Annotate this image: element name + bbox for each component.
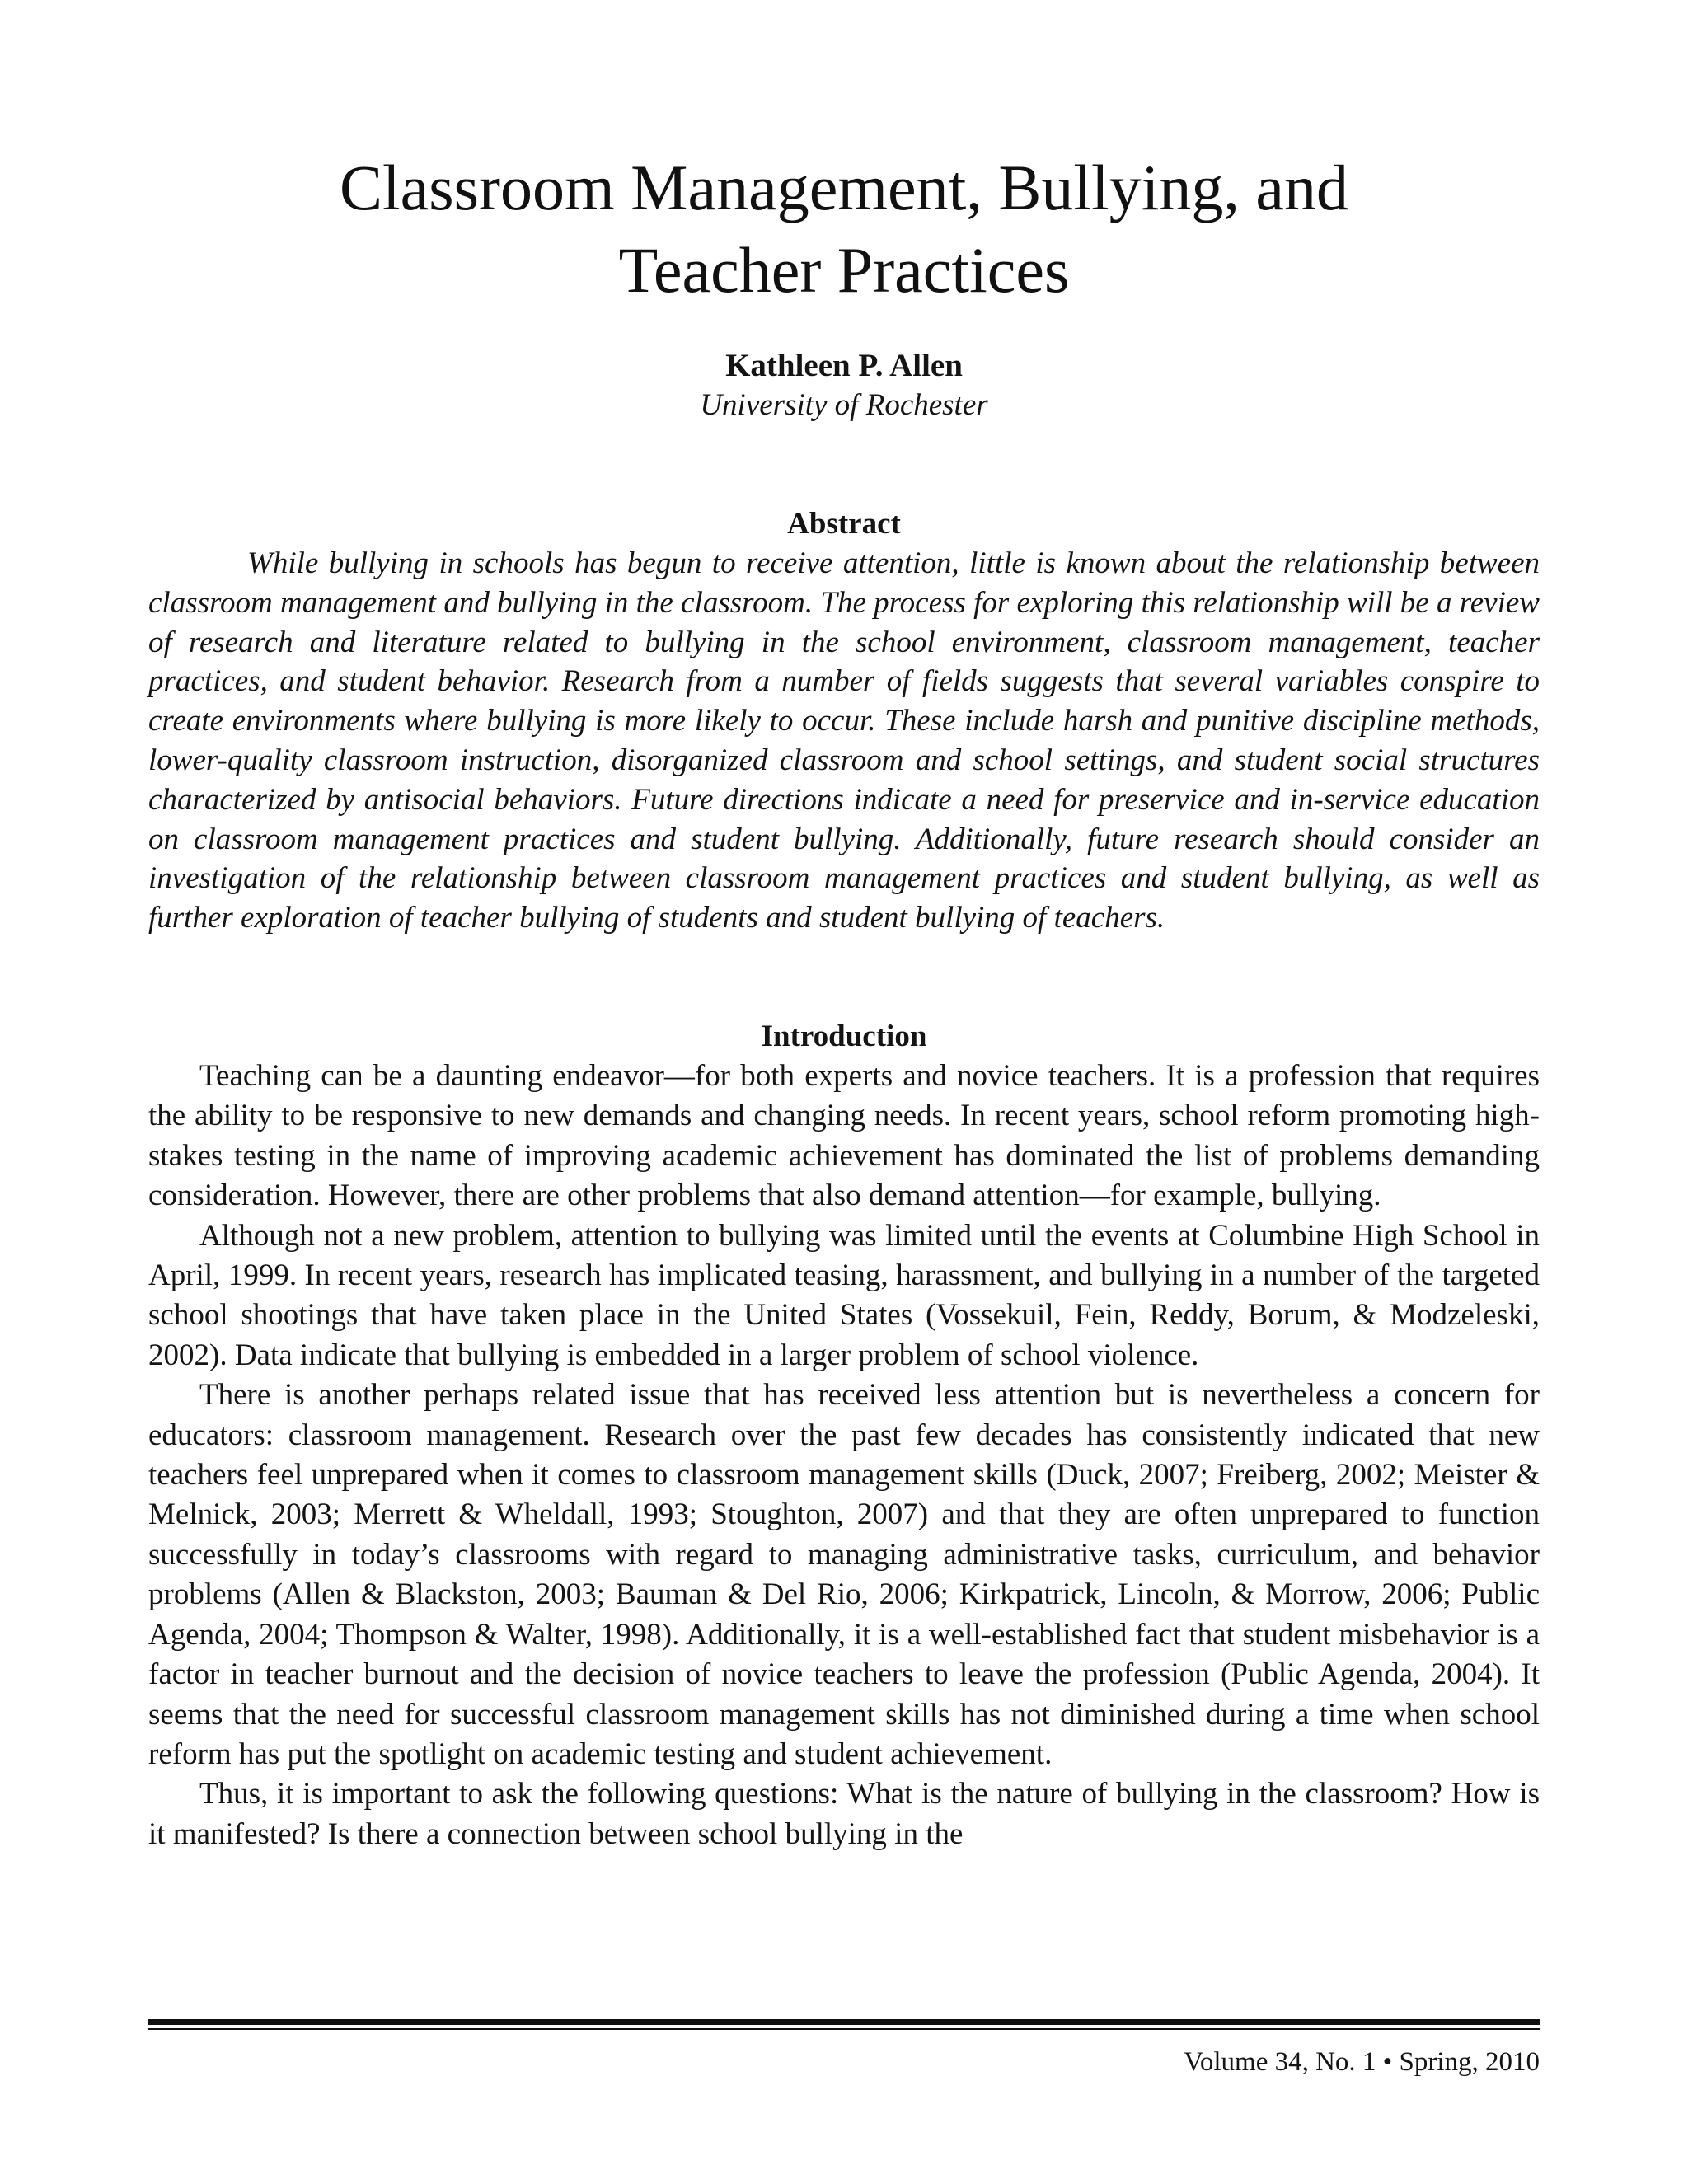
abstract-heading: Abstract [787, 507, 901, 541]
author-affiliation: University of Rochester [700, 388, 988, 422]
intro-paragraph-3: There is another perhaps related issue that has received less attention but is nevertheless a concern for educators: classroom management. Research over the past few decades has consistently indicated that new teachers feel unprepared when it comes to classroom management skills (Duck, 2007; Freiberg, 2002; Meister & Melnick, 2003; Merrett & Wheldall, 1993; Stoughton, 2007) and that they are often unprepared to function successfully in today’s classrooms with regard to managing administrative tasks, curriculum, and behavior problems (Allen & Blackston, 2003; Bauman & Del Rio, 2006; Kirkpatrick, Lincoln, & Morrow, 2006; Public Agenda, 2004; Thompson & Walter, 1998). Additionally, it is a well-established fact that student misbehavior is a factor in teacher burnout and the decision of novice teachers to leave the profession (Public Agenda, 2004). It seems that the need for successful classroom management skills has not diminished during a time when school reform has put the spotlight on academic testing and student achievement. [148, 1378, 1540, 1771]
intro-paragraph-2: Although not a new problem, attention to bullying was limited until the events at Columbine High School in April, 1999. In recent years, research has implicated teasing, harassment, and bullying in a number of the targeted school shootings that have taken place in the United States (Vossekuil, Fein, Reddy, Borum, & Modzeleski, 2002). Data indicate that bullying is embedded in a larger problem of school violence. [148, 1218, 1540, 1372]
abstract-text: While bullying in schools has begun to receive attention, little is known about the relationship between classroom management and bullying in the classroom. The process for exploring this relationship will be a review of research and literature related to bullying in the school environment, classroom management, teacher practices, and student behavior. Research from a number of fields suggests that several variables conspire to create environments where bullying is more likely to occur. These include harsh and punitive discipline methods, lower-quality classroom instruction, disorganized classroom and school settings, and student social structures characterized by antisocial behaviors. Future directions indicate a need for preservice and in-service education on classroom management practices and student bullying. Additionally, future research should consider an investigation of the relationship between classroom management practices and student bullying, as well as further exploration of teacher bullying of students and student bullying of teachers. [148, 546, 1540, 935]
title-line-2: Teacher Practices [618, 234, 1070, 306]
paper-page [148, 0, 1540, 2184]
footer-rule-thin [148, 2028, 1540, 2030]
title-line-1: Classroom Management, Bullying, and [339, 152, 1348, 223]
paper-title [148, 147, 1540, 312]
author-name: Kathleen P. Allen [725, 348, 963, 383]
introduction-heading: Introduction [761, 1019, 927, 1053]
introduction-body [148, 1057, 1540, 1854]
journal-footer: Volume 34, No. 1 • Spring, 2010 [1184, 2047, 1540, 2077]
intro-paragraph-4: Thus, it is important to ask the following questions: What is the nature of bullying in the classroom? How is it manifested? Is there a connection between school bullying in the [148, 1777, 1540, 1851]
footer-rule-thick [148, 2019, 1540, 2025]
intro-paragraph-1: Teaching can be a daunting endeavor—for both experts and novice teachers. It is a profession that requires the ability to be responsive to new demands and changing needs. In recent years, school reform promoting high-stakes testing in the name of improving academic achievement has dominated the list of problems demanding consideration. However, there are other problems that also demand attention—for example, bullying. [148, 1059, 1540, 1213]
